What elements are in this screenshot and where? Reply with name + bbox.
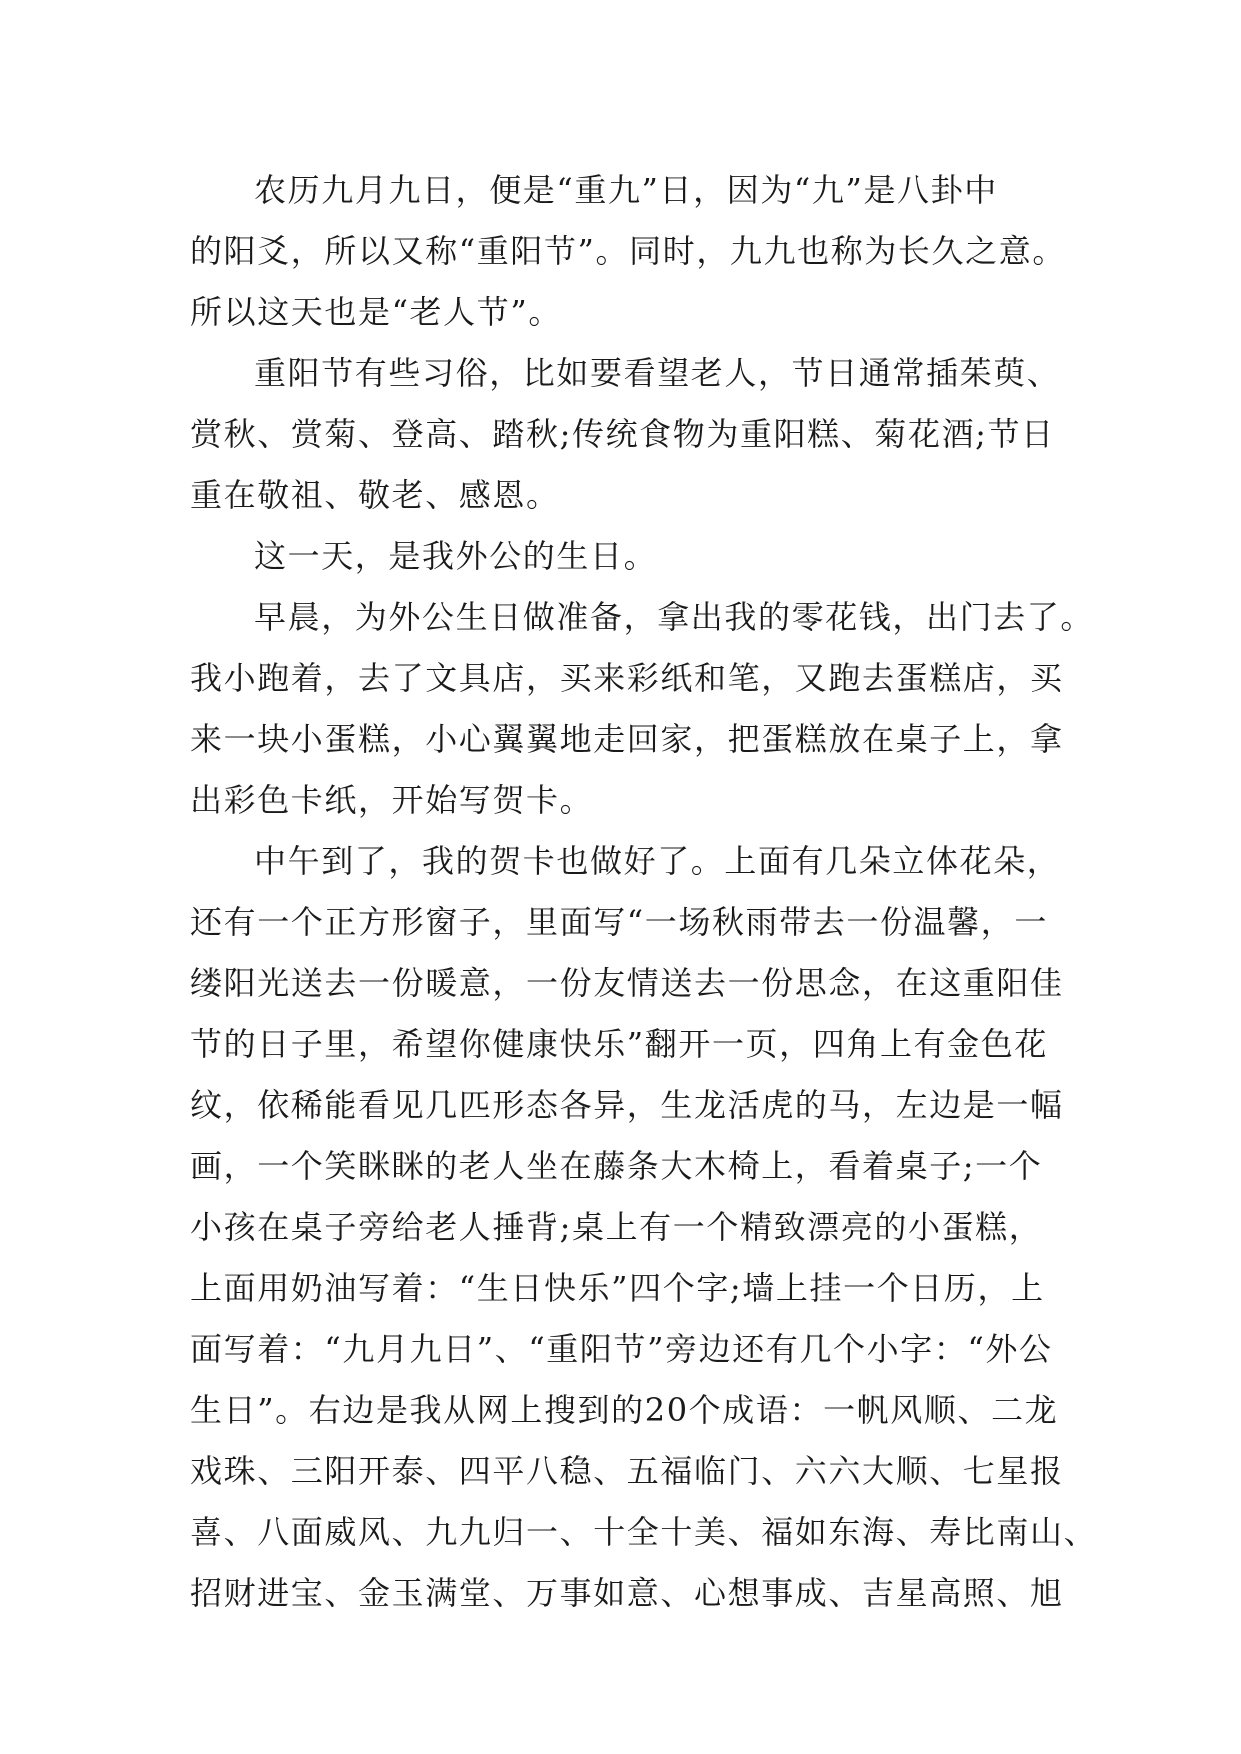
text-line: 喜、八面威风、九九归一、十全十美、福如东海、寿比南山、 <box>190 1513 1098 1551</box>
text-line: 画，一个笑眯眯的老人坐在藤条大木椅上，看着桌子;一个 <box>190 1147 1043 1185</box>
text-line: 这一天，是我外公的生日。 <box>254 537 658 575</box>
text-line: 戏珠、三阳开泰、四平八稳、五福临门、六六大顺、七星报 <box>190 1452 1064 1490</box>
text-line: 缕阳光送去一份暖意，一份友情送去一份思念，在这重阳佳 <box>190 964 1064 1002</box>
text-line: 还有一个正方形窗子，里面写“一场秋雨带去一份温馨，一 <box>190 903 1048 941</box>
text-line: 重阳节有些习俗，比如要看望老人，节日通常插茱萸、 <box>254 354 1061 392</box>
text-line: 上面用奶油写着：“生日快乐”四个字;墙上挂一个日历，上 <box>190 1269 1045 1307</box>
text-line: 纹，依稀能看见几匹形态各异，生龙活虎的马，左边是一幅 <box>190 1086 1064 1124</box>
text-line: 的阳爻，所以又称“重阳节”。同时，九九也称为长久之意。 <box>190 232 1066 270</box>
text-line: 面写着：“九月九日”、“重阳节”旁边还有几个小字：“外公 <box>190 1330 1053 1368</box>
body-text <box>190 160 1098 1624</box>
paragraph-4 <box>190 587 1095 831</box>
text-line: 生日”。右边是我从网上搜到的20个成语：一帆风顺、二龙 <box>190 1391 1059 1429</box>
paragraph-2 <box>190 343 1070 526</box>
text-line: 早晨，为外公生日做准备，拿出我的零花钱，出门去了。 <box>254 598 1095 636</box>
text-line: 招财进宝、金玉满堂、万事如意、心想事成、吉星高照、旭 <box>190 1574 1064 1612</box>
text-line: 节的日子里，希望你健康快乐”翻开一页，四角上有金色花 <box>190 1025 1048 1063</box>
text-line: 所以这天也是“老人节”。 <box>190 293 562 331</box>
text-line: 重在敬祖、敬老、感恩。 <box>190 476 560 514</box>
text-line: 小孩在桌子旁给老人捶背;桌上有一个精致漂亮的小蛋糕， <box>190 1208 1043 1246</box>
text-line: 中午到了，我的贺卡也做好了。上面有几朵立体花朵， <box>254 842 1061 880</box>
paragraph-3 <box>190 526 1070 587</box>
text-line: 赏秋、赏菊、登高、踏秋;传统食物为重阳糕、菊花酒;节日 <box>190 415 1055 453</box>
paragraph-5 <box>190 831 1098 1624</box>
text-line: 来一块小蛋糕，小心翼翼地走回家，把蛋糕放在桌子上，拿 <box>190 720 1064 758</box>
text-line: 出彩色卡纸，开始写贺卡。 <box>190 781 594 819</box>
text-line: 我小跑着，去了文具店，买来彩纸和笔，又跑去蛋糕店，买 <box>190 659 1064 697</box>
text-line: 农历九月九日，便是“重九”日，因为“九”是八卦中 <box>254 171 998 209</box>
paragraph-1 <box>190 160 1070 343</box>
